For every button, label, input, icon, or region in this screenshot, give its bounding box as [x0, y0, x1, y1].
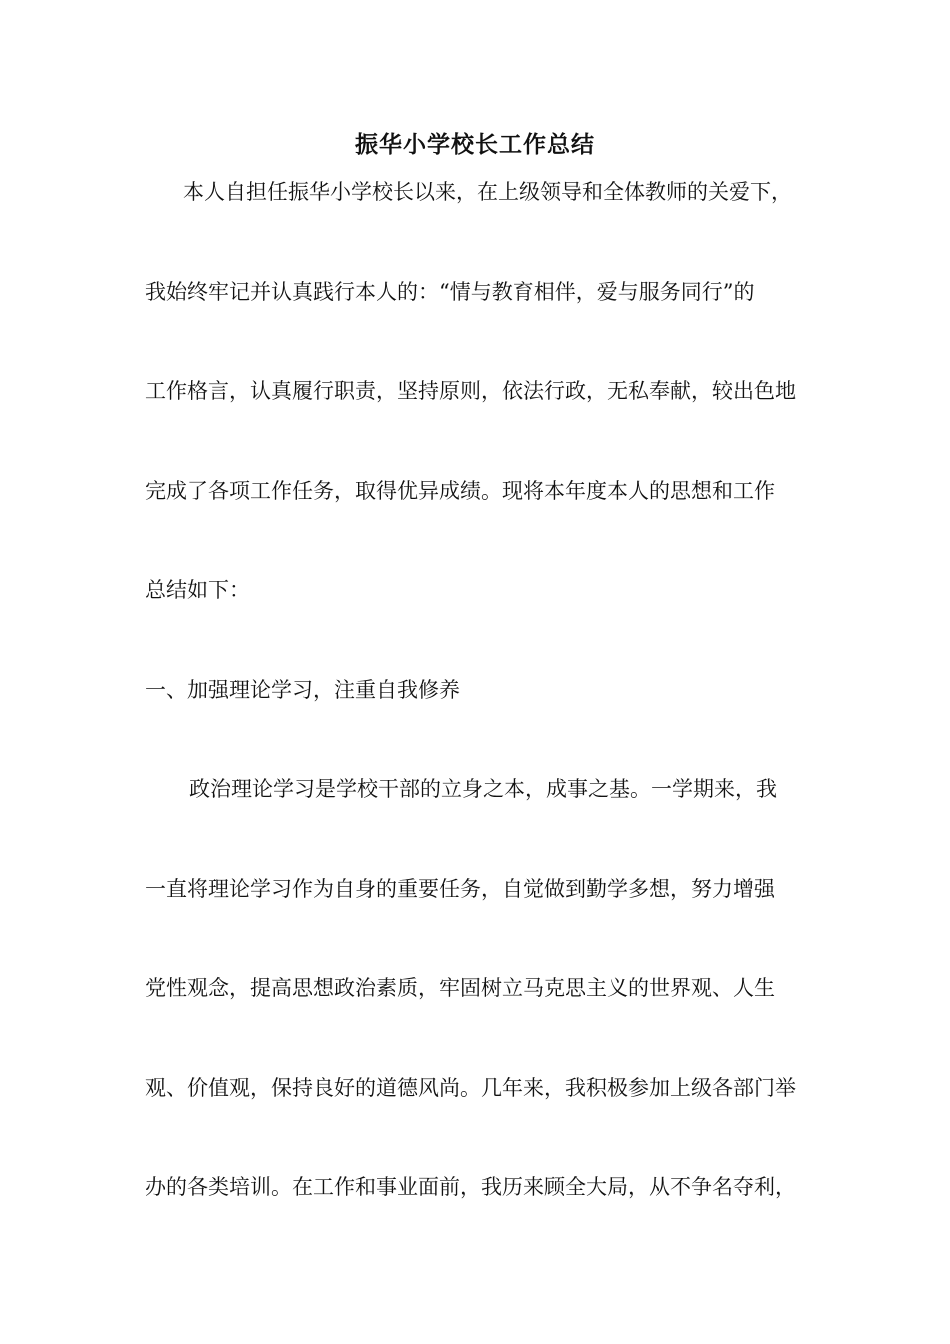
paragraph-line: 党性观念，提高思想政治素质，牢固树立马克思主义的世界观、人生 [145, 976, 775, 1000]
paragraph-line: 我始终牢记并认真践行本人的：“情与教育相伴，爱与服务同行”的 [145, 280, 755, 304]
paragraph-line: 观、价值观，保持良好的道德风尚。几年来，我积极参加上级各部门举 [145, 1076, 796, 1100]
section-heading: 一、加强理论学习，注重自我修养 [145, 678, 460, 702]
paragraph-line: 办的各类培训。在工作和事业面前，我历来顾全大局，从不争名夺利， [145, 1175, 796, 1199]
paragraph-line: 一直将理论学习作为自身的重要任务，自觉做到勤学多想，努力增强 [145, 877, 775, 901]
paragraph-line: 总结如下： [145, 578, 250, 602]
paragraph-line: 政治理论学习是学校干部的立身之本，成事之基。一学期来，我 [189, 777, 777, 801]
paragraph-line: 工作格言，认真履行职责，坚持原则，依法行政，无私奉献，较出色地 [145, 379, 796, 403]
document-title: 振华小学校长工作总结 [355, 131, 595, 158]
paragraph-line: 完成了各项工作任务，取得优异成绩。现将本年度本人的思想和工作 [145, 479, 775, 503]
paragraph-line: 本人自担任振华小学校长以来，在上级领导和全体教师的关爱下， [183, 180, 792, 204]
